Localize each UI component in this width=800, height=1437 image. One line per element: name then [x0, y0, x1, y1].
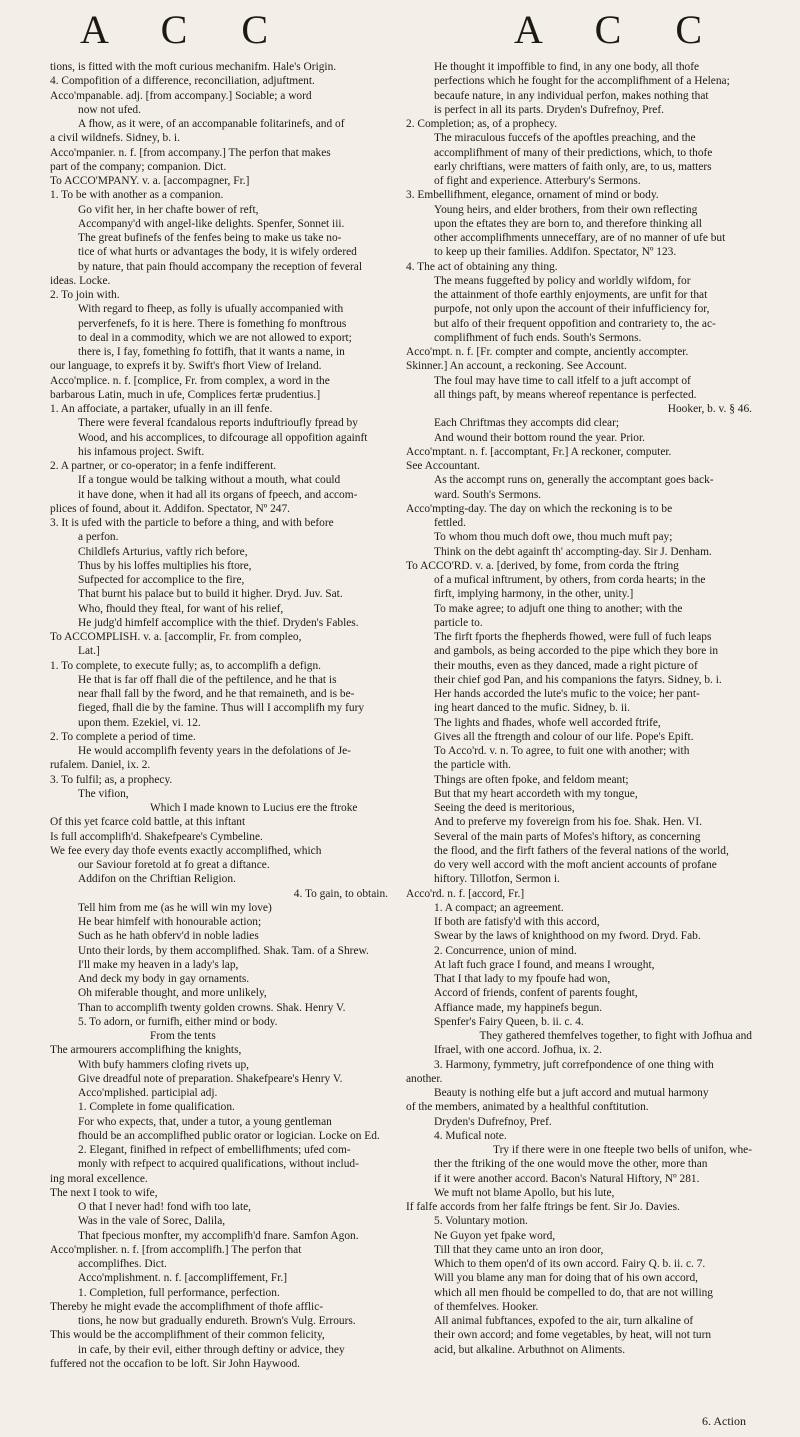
entry-line: it have done, when it had all its organs of fpeech, and accom-: [78, 488, 358, 501]
entry-line: That fpecious monfter, my accomplifh'd fnare. Samfon Agon.: [78, 1229, 359, 1242]
entry-line: purpofe, not only upon the account of their infufficiency for,: [434, 303, 710, 316]
running-head-left: A C C: [80, 7, 291, 52]
entry-line: Will you blame any man for doing that of his own accord,: [434, 1272, 698, 1285]
catchword: 6. Action: [702, 1414, 746, 1428]
entry-line: Try if there were in one fteeple two bells of unifon, whe-: [493, 1144, 752, 1156]
entry-line: perverfenefs, fo it is here. There is fomething fo monftrous: [78, 317, 347, 330]
entry-line: O that I never had! fond wifh too late,: [78, 1201, 252, 1213]
entry-line: Several of the main parts of Mofes's hiftory, as concerning: [434, 830, 701, 843]
entry-line: The vifion,: [78, 787, 129, 800]
entry-line: 2. To join with.: [50, 289, 120, 301]
entry-line: Ifrael, with one accord. Jofhua, ix. 2.: [434, 1044, 602, 1057]
entry-line: This would be the accomplifhment of their common felicity,: [50, 1329, 325, 1342]
entry-line: Such as he hath obferv'd in noble ladies: [78, 930, 259, 943]
entry-line: a civil wildnefs. Sidney, b. i.: [50, 132, 180, 145]
entry-line: fuffered not the occafion to be loft. Sir John Haywood.: [50, 1357, 301, 1370]
entry-line: The miraculous fuccefs of the apoftles preaching, and the: [434, 132, 696, 145]
entry-line: Give dreadful note of preparation. Shakefpeare's Henry V.: [78, 1072, 343, 1085]
entry-line: Acco'mplishment. n. f. [accompliffement, Fr.]: [78, 1272, 288, 1285]
entry-line: 2. A partner, or co-operator; in a fenfe indifferent.: [50, 460, 277, 472]
entry-line: Dryden's Dufrefnoy, Pref.: [434, 1115, 552, 1128]
entry-line: All animal fubftances, expofed to the air, turn alkaline of: [434, 1315, 694, 1327]
entry-line: He would accomplifh feventy years in the defolations of Je-: [78, 745, 351, 757]
entry-line: To ACCO'MPANY. v. a. [accompagner, Fr.]: [50, 175, 250, 187]
entry-line: their mouths, even as they danced, made a right picture of: [434, 659, 698, 672]
entry-line: Acco'mplished. participial adj.: [78, 1087, 218, 1099]
entry-line: They gathered themfelves together, to fight with Jofhua and: [479, 1030, 752, 1042]
entry-line: Affiance made, my happinefs begun.: [434, 1001, 603, 1014]
entry-line: Which I made known to Lucius ere the ftroke: [150, 802, 358, 814]
entry-line: 1. To complete, to execute fully; as, to accomplifh a defign.: [50, 659, 322, 672]
entry-line: The lights and fhades, whofe well accorded ftrife,: [434, 716, 661, 729]
entry-line: With bufy hammers clofing rivets up,: [78, 1058, 249, 1071]
entry-line: Acco'mpt. n. f. [Fr. compter and compte, anciently accompter.: [406, 346, 689, 358]
entry-line: 3. To fulfil; as, a prophecy.: [50, 773, 173, 786]
entry-line: fettled.: [434, 517, 466, 529]
entry-line: The means fuggefted by policy and worldly wifdom, for: [434, 274, 691, 287]
entry-line: Unto their lords, by them accomplifhed. Shak. Tam. of a Shrew.: [78, 944, 369, 957]
entry-line: Thereby he might evade the accomplifhment of thofe afflic-: [50, 1300, 324, 1313]
entry-line: Acco'rd. n. f. [accord, Fr.]: [406, 887, 525, 900]
entry-line: accomplifhes. Dict.: [78, 1258, 167, 1270]
entry-line: of fight and experience. Atterbury's Sermons.: [434, 175, 641, 187]
entry-line: Was in the vale of Sorec, Dalila,: [78, 1215, 226, 1228]
entry-line: 3. Embellifhment, elegance, ornament of mind or body.: [406, 189, 659, 202]
entry-line: monly with refpect to acquired qualifications, without includ-: [78, 1158, 359, 1171]
entry-line: Lat.]: [78, 645, 100, 658]
entry-line: Sufpected for accomplice to the fire,: [78, 574, 245, 586]
entry-line: their own accord; and fome vegetables, by heat, will not turn: [434, 1329, 712, 1342]
entry-line: I'll make my heaven in a lady's lap,: [78, 958, 239, 971]
entry-line: the attainment of thofe earthly enjoyments, are unfit for that: [434, 289, 708, 301]
entry-line: Acco'mpanier. n. f. [from accompany.] The perfon that makes: [50, 146, 331, 159]
entry-line: Acco'mptant. n. f. [accomptant, Fr.] A reckoner, computer.: [406, 445, 672, 458]
entry-line: Go vifit her, in her chafte bower of reft,: [78, 203, 259, 216]
entry-line: Skinner.] An account, a reckoning. See Account.: [406, 360, 627, 373]
entry-line: all things paft, by means whereof repentance is perfected.: [434, 388, 697, 401]
entry-line: but alfo of their frequent oppofition and contrariety to, the ac-: [434, 317, 716, 330]
entry-line: Acco'mplisher. n. f. [from accomplifh.] The perfon that: [50, 1243, 302, 1256]
entry-line: To whom thou much doft owe, thou much muft pay;: [434, 531, 673, 544]
entry-line: 5. To adorn, or furnifh, either mind or body.: [78, 1015, 278, 1028]
entry-line: Young heirs, and elder brothers, from their own reflecting: [434, 203, 698, 216]
entry-line: If falfe accords from her falfe ftrings be fent. Sir Jo. Davies.: [406, 1201, 680, 1213]
entry-line: ward. South's Sermons.: [434, 488, 542, 501]
entry-line: firft, implying harmony, in the other, unity.]: [434, 588, 634, 601]
entry-line: fieged, fhall die by the famine. Thus will I accomplifh my fury: [78, 702, 365, 715]
entry-line: And to preferve my fovereign from his foe. Shak. Hen. VI.: [434, 816, 703, 829]
entry-line: in cafe, by their evil, either through deftiny or advice, they: [78, 1343, 345, 1356]
entry-line: to deal in a commodity, which we are not allowed to export;: [78, 331, 352, 344]
entry-line: He that is far off fhall die of the peftilence, and he that is: [78, 673, 337, 686]
entry-line: Of this yet fcarce cold battle, at this inftant: [50, 816, 246, 829]
entry-line: Acco'mpanable. adj. [from accompany.] Sociable; a word: [50, 89, 312, 102]
entry-line: our language, to exprefs it by. Swift's fhort View of Ireland.: [50, 360, 322, 373]
entry-line: And deck my body in gay ornaments.: [78, 973, 250, 985]
entry-line: And wound their bottom round the year. Prior.: [434, 431, 646, 444]
entry-line: his infamous project. Swift.: [78, 445, 205, 458]
entry-line: accomplifhment of many of their predictions, which, to thofe: [434, 146, 713, 159]
entry-line: Tell him from me (as he will win my love): [78, 901, 272, 914]
entry-line: 3. Harmony, fymmetry, juft correfpondence of one thing with: [434, 1058, 714, 1071]
entry-line: their chief god Pan, and his companions the fatyrs. Sidney, b. i.: [434, 673, 722, 686]
entry-line: perfections which he fought for the accomplifhment of a Helena;: [434, 75, 730, 88]
entry-line: 2. Elegant, finifhed in refpect of embellifhments; ufed com-: [78, 1144, 351, 1156]
entry-line: rufalem. Daniel, ix. 2.: [50, 759, 151, 772]
entry-line: He bear himfelf with honourable action;: [78, 916, 262, 928]
entry-line: 2. To complete a period of time.: [50, 730, 196, 743]
entry-line: upon them. Ezekiel, vi. 12.: [78, 716, 201, 729]
entry-line: 3. It is ufed with the particle to before a thing, and with before: [50, 517, 334, 529]
entry-line: The great bufinefs of the fenfes being to make us take no-: [78, 232, 342, 244]
entry-line: The foul may have time to call itfelf to a juft accompt of: [434, 374, 691, 387]
entry-line: of a mufical inftrument, by others, from corda hearts; in the: [434, 574, 706, 586]
entry-line: 4. The act of obtaining any thing.: [406, 260, 558, 273]
entry-line: 1. An affociate, a partaker, ufually in an ill fenfe.: [50, 403, 273, 415]
entry-line: becaufe nature, in any individual perfon, makes nothing that: [434, 89, 709, 102]
entry-line: barbarous Latin, much in ufe, Complices fertæ prudentius.]: [50, 388, 321, 401]
entry-line: 4. To gain, to obtain.: [293, 887, 388, 900]
entry-line: He thought it impoffible to find, in any one body, all thofe: [434, 61, 700, 73]
entry-line: The armourers accomplifhing the knights,: [50, 1044, 242, 1057]
entry-line: That I that lady to my fpoufe had won,: [434, 973, 611, 985]
entry-line: The next I took to wife,: [50, 1186, 158, 1199]
entry-line: Is full accomplifh'd. Shakefpeare's Cymbeline.: [50, 830, 263, 843]
entry-line: That burnt his palace but to build it higher. Dryd. Juv. Sat.: [78, 588, 343, 601]
entry-line: Childlefs Arturius, vaftly rich before,: [78, 545, 248, 558]
entry-line: Than to accomplifh twenty golden crowns. Shak. Henry V.: [78, 1001, 346, 1014]
entry-line: near fhall fall by the fword, and he that remaineth, and is be-: [78, 688, 355, 700]
entry-line: particle to.: [434, 616, 483, 629]
running-head-right: A C C: [514, 7, 725, 52]
entry-line: Wood, and his accomplices, to difcourage all oppofition againft: [78, 431, 368, 444]
entry-line: The firft fports the fhepherds fhowed, were full of fuch leaps: [434, 631, 712, 643]
entry-line: of themfelves. Hooker.: [434, 1300, 539, 1313]
entry-line: our Saviour foretold at fo great a diftance.: [78, 859, 270, 871]
entry-line: Accompany'd with angel-like delights. Spenfer, Sonnet iii.: [78, 217, 345, 230]
entry-line: fhould be an accomplifhed public orator or logician. Locke on Ed.: [78, 1129, 380, 1142]
entry-line: other accomplifhments unneceffary, are of no manner of ufe but: [434, 232, 726, 244]
entry-line: There were feveral fcandalous reports induftrioufly fpread by: [78, 417, 358, 430]
entry-line: Ne Guyon yet fpake word,: [434, 1229, 556, 1242]
entry-line: plices of found, about it. Addifon. Spectator, Nº 247.: [50, 502, 291, 515]
entry-line: ideas. Locke.: [50, 274, 111, 287]
entry-line: To make agree; to adjuft one thing to another; with the: [434, 602, 683, 615]
left-column: [50, 60, 388, 1371]
entry-line: Her hands accorded the lute's mufic to the voice; her pant-: [434, 688, 700, 700]
entry-line: the particle with.: [434, 759, 511, 772]
entry-line: Spenfer's Fairy Queen, b. ii. c. 4.: [434, 1015, 584, 1028]
entry-line: A fhow, as it were, of an accompanable folitarinefs, and of: [78, 118, 345, 130]
entry-line: Till that they came unto an iron door,: [434, 1243, 604, 1256]
entry-line: 4. Compofition of a difference, reconciliation, adjuftment.: [50, 75, 315, 88]
entry-line: Think on the debt againft th' accompting-day. Sir J. Denham.: [434, 545, 712, 558]
entry-line: upon the eftates they are born to, and therefore thinking all: [434, 217, 702, 230]
entry-line: Acco'mplice. n. f. [complice, Fr. from complex, a word in the: [50, 374, 330, 387]
entry-line: Acco'mpting-day. The day on which the reckoning is to be: [406, 502, 673, 515]
entry-line: Accord of friends, confent of parents fought,: [434, 987, 638, 1000]
entry-line: 1. A compact; an agreement.: [434, 901, 564, 914]
entry-line: Oh miferable thought, and more unlikely,: [78, 987, 267, 1000]
entry-line: As the accompt runs on, generally the accomptant goes back-: [434, 474, 714, 487]
entry-line: tions, he now but gradually endureth. Brown's Vulg. Errours.: [78, 1315, 356, 1327]
entry-line: tice of what hurts or advantages the body, it is wifely ordered: [78, 246, 357, 259]
entry-line: But that my heart accordeth with my tongue,: [434, 787, 638, 800]
entry-line: 1. Complete in fome qualification.: [78, 1101, 235, 1114]
entry-line: hiftory. Tillotfon, Sermon i.: [434, 873, 560, 886]
entry-line: Swear by the laws of knighthood on my fword. Dryd. Fab.: [434, 930, 701, 943]
entry-line: Hooker, b. v. § 46.: [667, 403, 752, 415]
entry-line: the flood, and the firft fathers of the feveral nations of the world,: [434, 844, 729, 857]
entry-line: ther the ftriking of the one would move the other, more than: [434, 1158, 708, 1171]
entry-line: Each Chriftmas they accompts did clear;: [434, 417, 620, 430]
entry-line: of the members, animated by a healthful conftitution.: [406, 1101, 649, 1114]
entry-line: We muft not blame Apollo, but his lute,: [434, 1186, 615, 1199]
entry-line: now not ufed.: [78, 103, 141, 116]
entry-line: To ACCOMPLISH. v. a. [accomplir, Fr. from compleo,: [50, 631, 302, 643]
entry-line: if it were another accord. Bacon's Natural Hiftory, Nº 281.: [434, 1172, 700, 1185]
entry-line: He judg'd himfelf accomplice with the thief. Dryden's Fables.: [78, 616, 359, 629]
entry-line: complifhment of fuch ends. South's Sermons.: [434, 331, 642, 344]
entry-line: another.: [406, 1072, 443, 1085]
entry-line: 4. Mufical note.: [434, 1129, 507, 1142]
entry-line: With regard to fheep, as folly is ufually accompanied with: [78, 303, 344, 316]
entry-line: is perfect in all its parts. Dryden's Dufrefnoy, Pref.: [434, 103, 665, 116]
entry-line: To Acco'rd. v. n. To agree, to fuit one with another; with: [434, 745, 690, 757]
entry-line: by nature, that pain fhould accompany the reception of feveral: [78, 260, 363, 273]
right-column: [406, 60, 752, 1357]
entry-line: 2. Completion; as, of a prophecy.: [406, 118, 558, 130]
entry-line: Addifon on the Chriftian Religion.: [78, 873, 236, 886]
entry-line: Things are often fpoke, and feldom meant;: [434, 773, 629, 786]
entry-line: there is, I fay, fomething fo fottifh, that it wants a name, in: [78, 346, 345, 358]
entry-line: and gambols, as being accorded to the pipe which they bore in: [434, 645, 719, 658]
entry-line: At laft fuch grace I found, and means I wrought,: [434, 958, 655, 971]
entry-line: Beauty is nothing elfe but a juft accord and mutual harmony: [434, 1087, 709, 1099]
entry-line: If both are fatisfy'd with this accord,: [434, 916, 600, 928]
entry-line: Which to them open'd of its own accord. Fairy Q. b. ii. c. 7.: [434, 1258, 706, 1270]
entry-line: 1. To be with another as a companion.: [50, 189, 224, 202]
entry-line: which all men fhould be compelled to do, that are not willing: [434, 1286, 714, 1299]
entry-line: ing moral excellence.: [50, 1172, 148, 1185]
entry-line: Who, fhould they fteal, for want of his relief,: [78, 602, 284, 615]
entry-line: to keep up their families. Addifon. Spectator, Nº 123.: [434, 246, 677, 259]
entry-line: If a tongue would be talking without a mouth, what could: [78, 474, 341, 487]
entry-line: ing heart danced to the mufic. Sidney, b. ii.: [434, 702, 631, 715]
entry-line: part of the company; companion. Dict.: [50, 160, 227, 173]
entry-line: 2. Concurrence, union of mind.: [434, 944, 577, 957]
entry-line: do very well accord with the moft ancient accounts of profane: [434, 859, 717, 871]
entry-line: To ACCO'RD. v. a. [derived, by fome, from corda the ftring: [406, 559, 679, 572]
entry-line: Seeing the deed is meritorious,: [434, 802, 575, 814]
entry-line: We fee every day thofe events exactly accomplifhed, which: [50, 844, 322, 857]
entry-line: For who expects, that, under a tutor, a young gentleman: [78, 1115, 332, 1128]
entry-line: 1. Completion, full performance, perfection.: [78, 1286, 280, 1299]
entry-line: 5. Voluntary motion.: [434, 1215, 528, 1228]
entry-line: From the tents: [150, 1030, 216, 1042]
entry-line: tions, is fitted with the moft curious mechanifm. Hale's Origin.: [50, 61, 337, 73]
entry-line: a perfon.: [78, 531, 119, 544]
entry-line: Gives all the ftrength and colour of our life. Pope's Epift.: [434, 730, 694, 743]
entry-line: See Accountant.: [406, 460, 481, 472]
entry-line: acid, but alkaline. Arbuthnot on Aliments.: [434, 1343, 626, 1356]
entry-line: Thus by his loffes multiplies his ftore,: [78, 559, 252, 572]
entry-line: early chriftians, were matters of faith only, are, to us, matters: [434, 160, 712, 173]
